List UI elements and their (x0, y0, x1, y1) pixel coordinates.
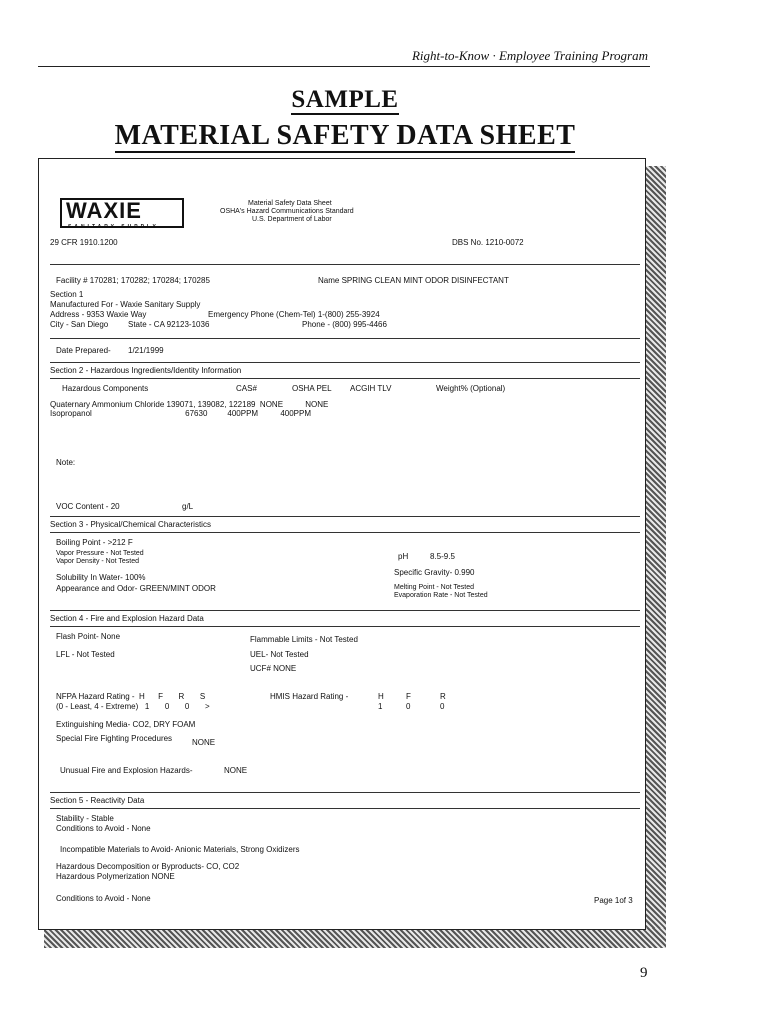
component-row-1: Quaternary Ammonium Chloride 139071, 139082, 122189 NONE NONE (50, 400, 329, 409)
running-header: Right-to-Know · Employee Training Program (411, 48, 648, 63)
product-name: Name SPRING CLEAN MINT ODOR DISINFECTANT (318, 276, 509, 285)
extinguishing-media: Extinguishing Media- CO2, DRY FOAM (56, 720, 196, 729)
header-rule (38, 66, 650, 67)
cfr-reference: 29 CFR 1910.1200 (50, 238, 118, 247)
agency-line1: Material Safety Data Sheet (248, 200, 332, 207)
section2-title: Section 2 - Hazardous Ingredients/Identity Information (50, 366, 242, 375)
facility-numbers: Facility # 170281; 170282; 170284; 170285 (56, 276, 210, 285)
page-title-line2 (0, 120, 690, 152)
hmis-rating: HMIS Hazard Rating - (270, 692, 349, 701)
divider (50, 808, 640, 809)
evaporation-rate: Evaporation Rate - Not Tested (394, 592, 488, 599)
ucf: UCF# NONE (250, 664, 297, 673)
flash-point: Flash Point- None (56, 632, 121, 641)
voc-content: VOC Content - 20 (56, 502, 120, 511)
ph-label: pH (398, 552, 409, 561)
city: City - San Diego (50, 320, 109, 329)
hazardous-decomposition: Hazardous Decomposition or Byproducts- CO, CO2 (56, 862, 240, 871)
lfl: LFL - Not Tested (56, 650, 115, 659)
manufactured-for: Manufactured For - Waxie Sanitary Supply (50, 300, 201, 309)
col-weight: Weight% (Optional) (436, 384, 506, 393)
hmis-h: H (378, 692, 384, 701)
unusual-hazards: Unusual Fire and Explosion Hazards- (60, 766, 193, 775)
section5-title: Section 5 - Reactivity Data (50, 796, 145, 805)
hmis-r-value: 0 (440, 702, 445, 711)
divider (50, 516, 640, 517)
logo-subtitle: SANITARY SUPPLY (68, 224, 159, 230)
specific-gravity: Specific Gravity- 0.990 (394, 568, 475, 577)
page-title-line1 (0, 86, 690, 114)
boiling-point: Boiling Point - >212 F (56, 538, 133, 547)
agency-line3: U.S. Department of Labor (252, 216, 332, 223)
divider (50, 610, 640, 611)
divider (50, 338, 640, 339)
vapor-pressure: Vapor Pressure - Not Tested (56, 550, 144, 557)
address: Address - 9353 Waxie Way (50, 310, 147, 319)
dbs-number: DBS No. 1210-0072 (452, 238, 524, 247)
emergency-phone: Emergency Phone (Chem-Tel) 1-(800) 255-3924 (208, 310, 380, 319)
conditions-to-avoid: Conditions to Avoid - None (56, 824, 151, 833)
section1-title: Section 1 (50, 290, 84, 299)
title-msds: MATERIAL SAFETY DATA SHEET (114, 120, 576, 151)
melting-point: Melting Point - Not Tested (394, 584, 475, 591)
col-hazardous-components: Hazardous Components (62, 384, 149, 393)
agency-line2: OSHA's Hazard Communications Standard (220, 208, 354, 215)
uel: UEL- Not Tested (250, 650, 309, 659)
divider (50, 264, 640, 265)
nfpa-scale: (0 - Least, 4 - Extreme) 1 0 0 > (56, 702, 210, 711)
divider (50, 378, 640, 379)
unusual-hazards-value: NONE (224, 766, 248, 775)
hmis-f: F (406, 692, 411, 701)
title-sample: SAMPLE (291, 86, 399, 113)
date-prepared-label: Date Prepared- (56, 346, 111, 355)
vapor-density: Vapor Density - Not Tested (56, 558, 140, 565)
flammable-limits: Flammable Limits - Not Tested (250, 635, 358, 644)
special-fire-procedures: Special Fire Fighting Procedures (56, 734, 173, 743)
nfpa-rating: NFPA Hazard Rating - H F R S (56, 692, 206, 701)
state: State - CA 92123-1036 (128, 320, 210, 329)
waxie-logo (60, 196, 186, 234)
incompatible-materials: Incompatible Materials to Avoid- Anionic Materials, Strong Oxidizers (60, 845, 300, 854)
col-acgih-tlv: ACGIH TLV (350, 384, 392, 393)
section3-title: Section 3 - Physical/Chemical Characteristics (50, 520, 211, 529)
voc-unit: g/L (182, 502, 194, 511)
col-cas: CAS# (236, 384, 257, 393)
sheet-shadow-right (644, 166, 666, 948)
stability: Stability - Stable (56, 814, 114, 823)
divider (50, 532, 640, 533)
logo-wordmark: WAXIE (66, 198, 142, 223)
divider (50, 626, 640, 627)
col-osha-pel: OSHA PEL (292, 384, 332, 393)
hmis-r: R (440, 692, 446, 701)
special-fire-value: NONE (192, 738, 216, 747)
date-prepared-value: 1/21/1999 (128, 346, 164, 355)
component-row-2: Isopropanol 67630 400PPM 400PPM (50, 409, 312, 418)
hmis-f-value: 0 (406, 702, 411, 711)
ph-value: 8.5-9.5 (430, 552, 455, 561)
hmis-h-value: 1 (378, 702, 383, 711)
divider (50, 792, 640, 793)
section4-title: Section 4 - Fire and Explosion Hazard Data (50, 614, 204, 623)
conditions-to-avoid-2: Conditions to Avoid - None (56, 894, 151, 903)
solubility: Solubility In Water- 100% (56, 573, 146, 582)
hazardous-polymerization: Hazardous Polymerization NONE (56, 872, 175, 881)
sheet-shadow-bottom (44, 928, 666, 948)
sheet-page-label: Page 1of 3 (594, 896, 633, 905)
note-label: Note: (56, 458, 76, 467)
divider (50, 362, 640, 363)
appearance-odor: Appearance and Odor- GREEN/MINT ODOR (56, 584, 216, 593)
phone: Phone - (800) 995-4466 (302, 320, 387, 329)
page-number: 9 (640, 965, 648, 981)
